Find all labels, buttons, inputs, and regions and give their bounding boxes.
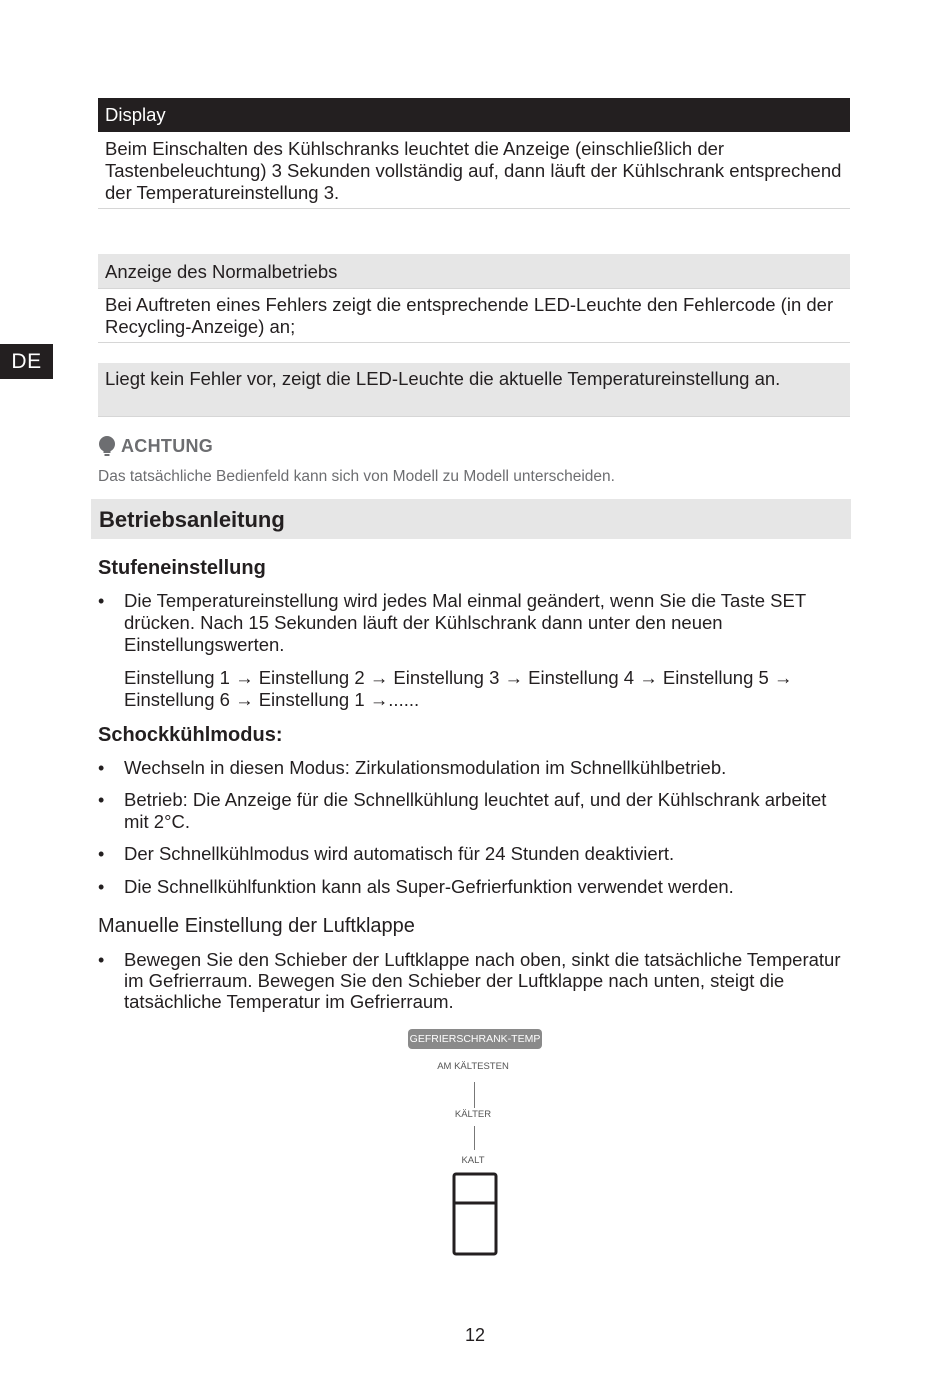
luftklappe-bullet-text: Bewegen Sie den Schieber der Luftklappe nach oben, sinkt die tatsächliche Temperatur im Gefrierraum. Bewegen Sie den Schieber der Luftklappe nach unten, steigt die tatsächliche Temperatur im Gefrierraum. [124,949,841,1012]
normal-table-header: Anzeige des Normalbetriebs [98,254,850,289]
level-divider [474,1082,475,1108]
heading-stufeneinstellung: Stufeneinstellung [98,557,266,579]
schock-bullet-text: Die Schnellkühlfunktion kann als Super-Gefrierfunktion verwendet werden. [124,876,734,897]
schock-bullet-text: Der Schnellkühlmodus wird automatisch für 24 Stunden deaktiviert. [124,843,675,864]
page-number: 12 [464,1325,486,1345]
stufen-bullet-text: Die Temperatureinstellung wird jedes Mal einmal geändert, wenn Sie die Taste SET drücken. Nach 15 Sekunden läuft der Kühlschrank dann unter den neuen Einstellungswerten. [124,590,806,655]
heading-schockkuehlmodus: Schockkühlmodus: [98,724,283,746]
freezer-temp-label: GEFRIERSCHRANK-TEMP [408,1029,542,1049]
level-divider [474,1126,475,1150]
fridge-icon [452,1172,498,1256]
level-cold: KALT [461,1155,485,1166]
normal-table-row-no-error: Liegt kein Fehler vor, zeigt die LED-Leuchte die aktuelle Temperatureinstellung an. [98,363,850,417]
achtung-note: Das tatsächliche Bedienfeld kann sich von Modell zu Modell unterscheiden. [98,468,615,485]
level-colder: KÄLTER [454,1109,492,1120]
lightbulb-icon [98,436,116,456]
schock-bullet-text: Betrieb: Die Anzeige für die Schnellkühlung leuchtet auf, und der Kühlschrank arbeitet mit 2°C. [124,789,827,832]
level-coldest: AM KÄLTESTEN [437,1061,509,1072]
setting-sequence: Einstellung 1 → Einstellung 2 → Einstellung 3 → Einstellung 4 → Einstellung 5 → Einstellung 6 → Einstellung 1 →...... [124,667,793,710]
section-title: Betriebsanleitung [91,499,851,539]
schock-bullet-text: Wechseln in diesen Modus: Zirkulationsmodulation im Schnellkühlbetrieb. [124,757,727,778]
heading-luftklappe: Manuelle Einstellung der Luftklappe [98,915,415,937]
display-table-row: Beim Einschalten des Kühlschranks leuchtet die Anzeige (einschließlich der Tastenbeleuchtung) 3 Sekunden vollständig auf, dann läuft der Kühlschrank entsprechend der Temperatureinstellung 3. [98,138,850,209]
language-tab: DE [0,344,53,379]
normal-table-row-error: Bei Auftreten eines Fehlers zeigt die entsprechende LED-Leuchte den Fehlercode (in der Recycling-Anzeige) an; [98,294,850,343]
display-table-header: Display [98,98,850,132]
achtung-label: ACHTUNG [121,436,214,456]
